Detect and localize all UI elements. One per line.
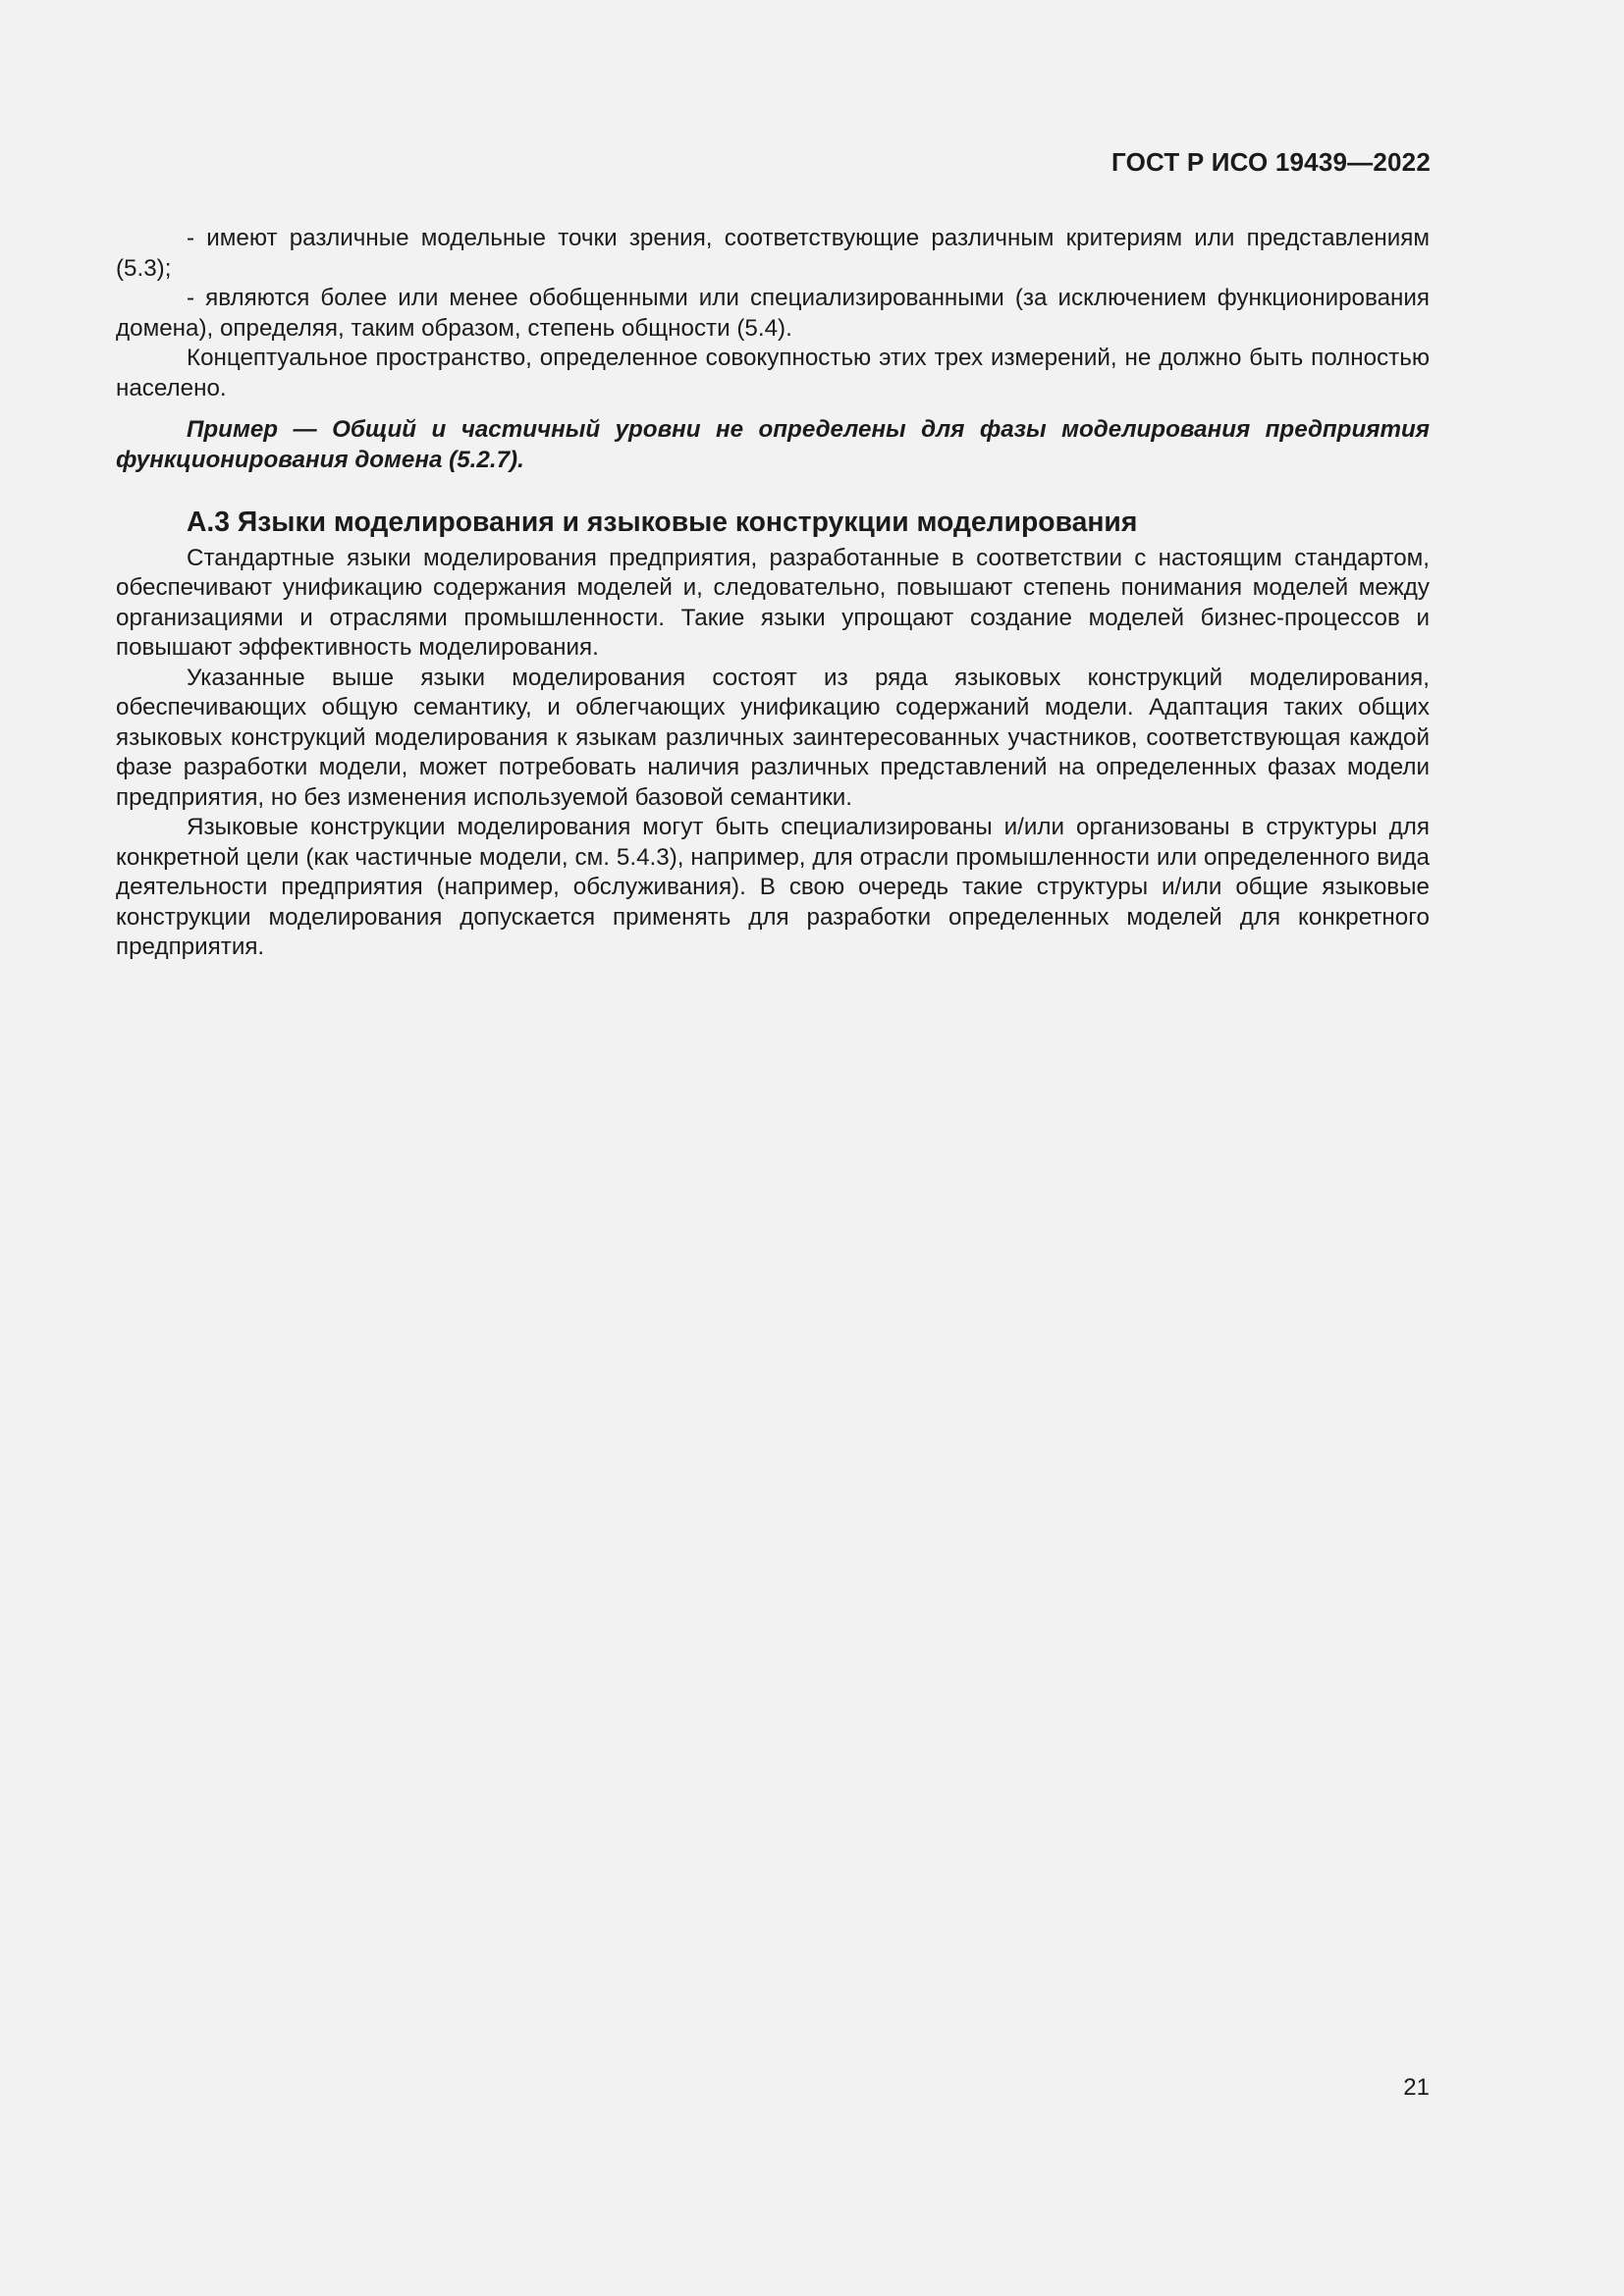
paragraph-language-constructs: Указанные выше языки моделирования состоят из ряда языковых конструкций моделирования, обеспечивающих общую семантику, и облегчающих унификацию содержаний модели. Адаптация таких общих языковых конструкций моделирования к языкам различных заинтересованных участников, соответствующая каждой фазе разработки модели, может потребовать наличия различных представлений на определенных фазах модели предприятия, но без изменения используемой базовой семантики. bbox=[116, 664, 1430, 811]
paragraph-standard-languages: Стандартные языки моделирования предприятия, разработанные в соответствии с настоящим стандартом, обеспечивают унификацию содержания моделей и, следовательно, повышают степень понимания моделей между организациями и отраслями промышленности. Такие языки упрощают создание моделей бизнес-процессов и повышают эффективность моделирования. bbox=[116, 544, 1430, 661]
example-note: Пример — Общий и частичный уровни не определены для фазы моделирования предприятия функционирования домена (5.2.7). bbox=[116, 416, 1430, 473]
page-number: 21 bbox=[1403, 2074, 1430, 2101]
page-content bbox=[116, 224, 1430, 963]
paragraph-constructs-specialization: Языковые конструкции моделирования могут быть специализированы и/или организованы в структуры для конкретной цели (как частичные модели, см. 5.4.3), например, для отрасли промышленности или определенного вида деятельности предприятия (например, обслуживания). В свою очередь такие структуры и/или общие языковые конструкции моделирования допускается применять для разработки определенных моделей для конкретного предприятия. bbox=[116, 814, 1430, 960]
section-heading-a3: А.3 Языки моделирования и языковые конструкции моделирования bbox=[187, 506, 1138, 537]
list-item-viewpoints: - имеют различные модельные точки зрения, соответствующие различным критериям или представлениям (5.3); bbox=[116, 225, 1430, 282]
paragraph-conceptual-space: Концептуальное пространство, определенное совокупностью этих трех измерений, не должно быть полностью населено. bbox=[116, 345, 1430, 401]
document-header: ГОСТ Р ИСО 19439—2022 bbox=[1110, 147, 1431, 177]
list-item-genericity: - являются более или менее обобщенными или специализированными (за исключением функционирования домена), определяя, таким образом, степень общности (5.4). bbox=[116, 285, 1430, 342]
